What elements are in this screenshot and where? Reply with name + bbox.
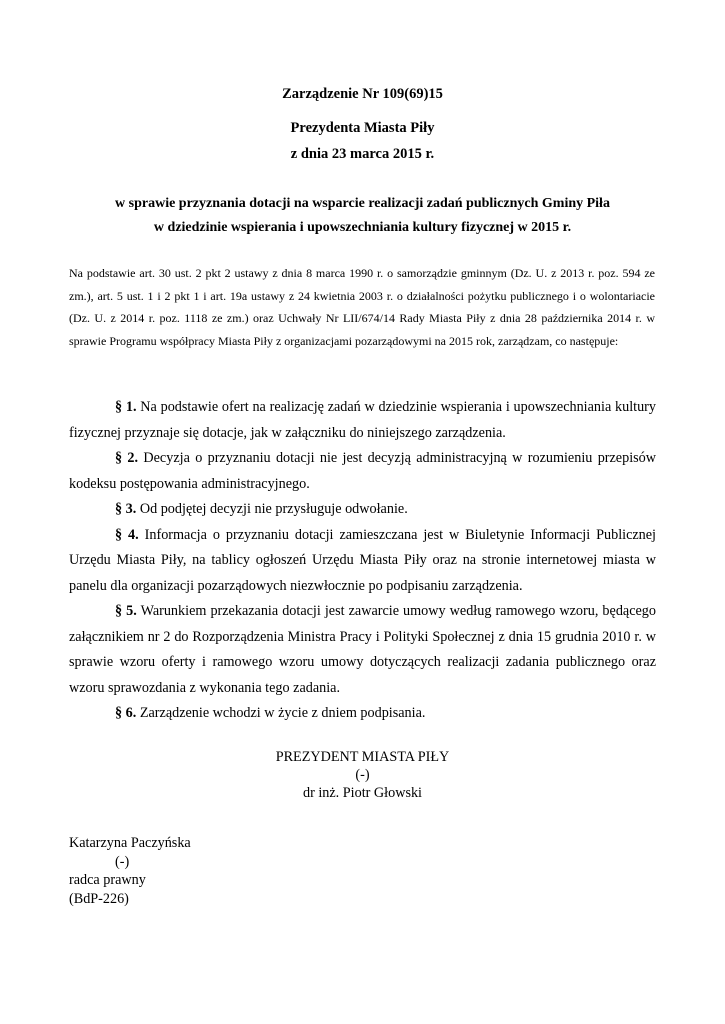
paragraph-number: § 5. <box>115 603 137 619</box>
paragraph-4 <box>69 523 656 600</box>
paragraph-3 <box>69 497 656 523</box>
paragraph-6 <box>69 701 656 727</box>
paragraph-text: Informacja o przyznaniu dotacji zamieszczana jest w Biuletynie Informacji Publicznej Urzędu Miasta Piły, na tablicy ogłoszeń Urzędu Miasta Piły oraz na stronie internetowej miasta w panelu dla organizacji pozarządowych niezwłocznie po podpisaniu zarządzenia. <box>69 526 657 594</box>
author-name: Katarzyna Paczyńska <box>69 835 191 851</box>
legal-basis: Na podstawie art. 30 ust. 2 pkt 2 ustawy z dnia 8 marca 1990 r. o samorządzie gminnym (Dz. U. z 2013 r. poz. 594 ze zm.), art. 5 ust. 1 i 2 pkt 1 i art. 19a ustawy z 24 kwietnia 2003 r. o działalności pożytku publicznego i o wolontariacie (Dz. U. z 2014 r. poz. 1118 ze zm.) oraz Uchwały Nr LII/674/14 Rady Miasta Piły z dnia 28 października 2014 r. w sprawie Programu współpracy Miasta Piły z organizacjami pozarządowymi na 2015 rok, zarządzam, co następuje: <box>69 266 655 348</box>
paragraph-5 <box>69 599 656 701</box>
paragraphs <box>69 395 656 727</box>
subject-line-1: w sprawie przyznania dotacji na wsparcie realizacji zadań publicznych Gminy Piła <box>115 196 610 211</box>
document-title: Zarządzenie Nr 109(69)15 <box>282 86 443 102</box>
signature-role: PREZYDENT MIASTA PIŁY <box>275 749 450 765</box>
author-block <box>69 834 191 908</box>
document-issuer: Prezydenta Miasta Piły <box>290 120 435 136</box>
paragraph-text: Od podjętej decyzji nie przysługuje odwołanie. <box>136 501 408 517</box>
paragraph-text: Warunkiem przekazania dotacji jest zawarcie umowy według ramowego wzoru, będącego załącznikiem nr 2 do Rozporządzenia Ministra Pracy i Polityki Społecznej z dnia 15 grudnia 2010 r. w sprawie wzoru oferty i ramowego wzoru umowy dotyczących realizacji zadania publicznego oraz wzoru sprawozdania z wykonania tego zadania. <box>69 603 656 696</box>
paragraph-number: § 3. <box>115 501 137 517</box>
paragraph-text: Na podstawie ofert na realizację zadań w dziedzinie wspierania i upowszechniania kultury fizycznej przyznaje się dotacje, jak w załączniku do niniejszego zarządzenia. <box>69 399 657 441</box>
document-subject <box>70 192 655 240</box>
signature-mark: (-) <box>355 767 370 783</box>
signature-block <box>0 748 725 802</box>
paragraph-number: § 2. <box>115 450 139 466</box>
author-role: radca prawny <box>69 872 146 888</box>
author-code: (BdP-226) <box>69 890 129 907</box>
paragraph-text: Decyzja o przyznaniu dotacji nie jest decyzją administracyjną w rozumieniu przepisów kodeksu postępowania administracyjnego. <box>69 450 656 492</box>
paragraph-text: Zarządzenie wchodzi w życie z dniem podpisania. <box>136 705 426 721</box>
signature-name: dr inż. Piotr Głowski <box>302 785 422 801</box>
author-mark: (-) <box>115 853 130 870</box>
paragraph-number: § 6. <box>115 705 137 721</box>
paragraph-1 <box>69 395 656 446</box>
paragraph-2 <box>69 446 656 497</box>
subject-line-2: w dziedzinie wspierania i upowszechniania kultury fizycznej w 2015 r. <box>153 220 572 235</box>
paragraph-number: § 1. <box>115 399 137 415</box>
document-date: z dnia 23 marca 2015 r. <box>290 146 435 162</box>
paragraph-number: § 4. <box>115 526 139 543</box>
